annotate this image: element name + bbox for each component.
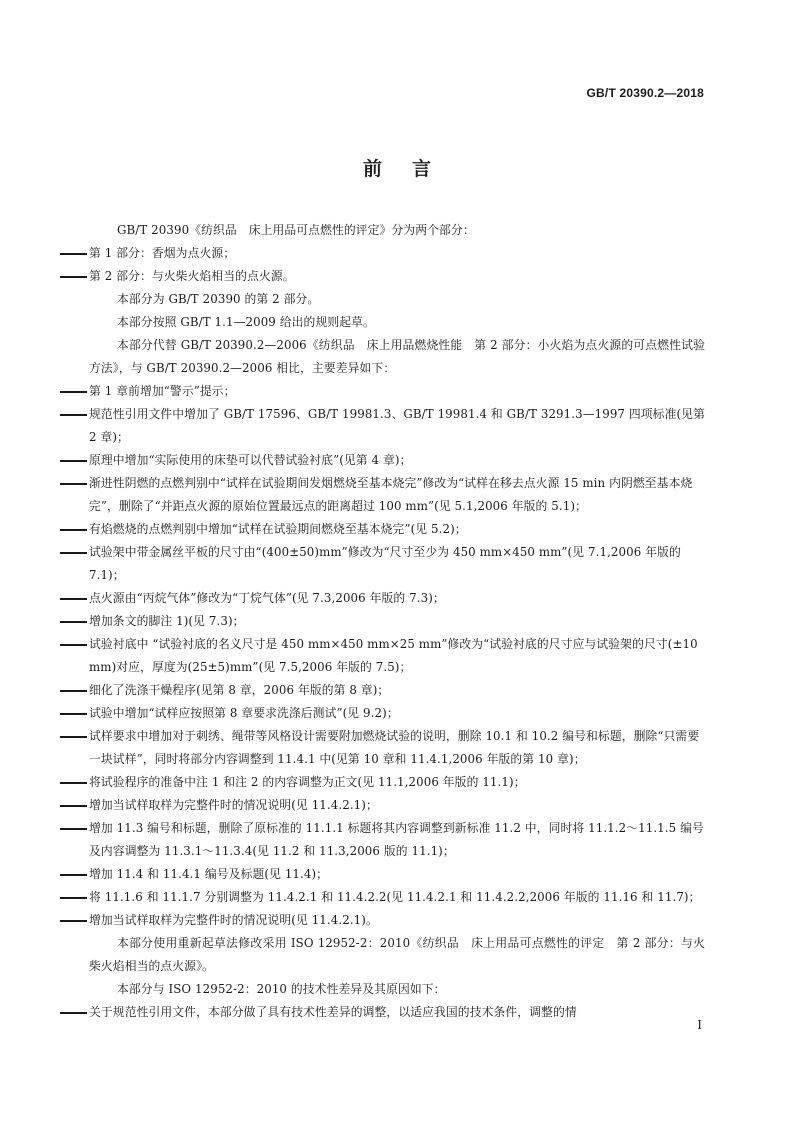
list-item <box>89 265 705 288</box>
paragraph-text: 有焰燃烧的点燃判别中增加“试样在试验期间燃烧至基本烧完”(见 5.2)； <box>89 522 467 536</box>
em-dash-marker <box>60 380 89 403</box>
paragraph <box>89 311 705 334</box>
paragraph-text: 渐进性阴燃的点燃判别中“试样在试验期间发烟燃烧至基本烧完”修改为“试样在移去点火源 15 min 内阴燃至基本烧完”，删除了“并距点火源的原始位置最远点的距离超过 100 mm”(见 5.1,2006 年版的 5.1)； <box>89 476 693 513</box>
paragraph-text: 本部分按照 GB/T 1.1—2009 给出的规则起草。 <box>117 315 375 329</box>
list-item <box>89 587 705 610</box>
document-body <box>89 219 705 1024</box>
paragraph-text: 本部分为 GB/T 20390 的第 2 部分。 <box>117 292 320 306</box>
em-dash-marker <box>60 909 89 932</box>
paragraph-text: 第 1 章前增加“警示”提示； <box>89 384 236 398</box>
paragraph-text: 点火源由“丙烷气体”修改为“丁烷气体”(见 7.3,2006 年版的 7.3)； <box>89 591 445 605</box>
standard-code: GB/T 20390.2—2018 <box>586 86 704 100</box>
paragraph-text: 本部分代替 GB/T 20390.2—2006《纺织品 床上用品燃烧性能 第 2 部分：小火焰为点火源的可点燃性试验方法》，与 GB/T 20390.2—2006 相比，主要差异如下： <box>89 338 705 375</box>
em-dash-marker <box>60 679 89 702</box>
paragraph-text: 试验衬底中 “试验衬底的名义尺寸是 450 mm×450 mm×25 mm”修改为“试验衬底的尺寸应与试验架的尺寸(±10 mm)对应，厚度为(25±5)mm”(见 7.5,2006 年版的 7.5)； <box>89 637 698 674</box>
paragraph-text: 试样要求中增加对于刺绣、绳带等风格设计需要附加燃烧试验的说明，删除 10.1 和 10.2 编号和标题，删除“只需要一块试样”，同时将部分内容调整到 11.4.1 中(见第 10 章和 11.4.1,2006 年版的第 10 章)； <box>89 729 700 766</box>
paragraph-text: GB/T 20390《纺织品 床上用品可点燃性的评定》分为两个部分： <box>117 223 475 237</box>
list-item <box>89 679 705 702</box>
list-item <box>89 909 705 932</box>
em-dash-marker <box>60 886 89 909</box>
list-item <box>89 702 705 725</box>
page-title: 前言 <box>362 158 461 180</box>
paragraph-text: 关于规范性引用文件，本部分做了具有技术性差异的调整，以适应我国的技术条件，调整的情 <box>89 1005 577 1019</box>
em-dash-marker <box>60 771 89 794</box>
em-dash-marker <box>60 725 89 748</box>
em-dash-marker <box>60 633 89 656</box>
em-dash-marker <box>60 518 89 541</box>
paragraph <box>89 978 705 1001</box>
list-item <box>89 403 705 449</box>
list-item <box>89 771 705 794</box>
em-dash-marker <box>60 472 89 495</box>
paragraph-text: 增加当试样取样为完整件时的情况说明(见 11.4.2.1)； <box>89 798 378 812</box>
list-item <box>89 817 705 863</box>
page-number: I <box>697 1018 702 1032</box>
em-dash-marker <box>60 449 89 472</box>
paragraph-text: 原理中增加“实际使用的床垫可以代替试验衬底”(见第 4 章)； <box>89 453 412 467</box>
paragraph-text: 将试验程序的准备中注 1 和注 2 的内容调整为正文(见 11.1,2006 年版的 11.1)； <box>89 775 526 789</box>
list-item <box>89 794 705 817</box>
list-item <box>89 610 705 633</box>
em-dash-marker <box>60 702 89 725</box>
paragraph-text: 增加当试样取样为完整件时的情况说明(见 11.4.2.1)。 <box>89 913 378 927</box>
em-dash-marker <box>60 541 89 564</box>
paragraph-text: 试验中增加“试样应按照第 8 章要求洗涤后测试”(见 9.2)； <box>89 706 399 720</box>
paragraph <box>89 219 705 242</box>
paragraph-text: 规范性引用文件中增加了 GB/T 17596、GB/T 19981.3、GB/T 19981.4 和 GB/T 3291.3—1997 四项标准(见第 2 章)； <box>89 407 705 444</box>
paragraph-text: 细化了洗涤干燥程序(见第 8 章，2006 年版的第 8 章)； <box>89 683 390 697</box>
paragraph <box>89 334 705 380</box>
em-dash-marker <box>60 587 89 610</box>
em-dash-marker <box>60 817 89 840</box>
paragraph <box>89 932 705 978</box>
list-item <box>89 380 705 403</box>
list-item <box>89 449 705 472</box>
paragraph-text: 第 1 部分：香烟为点火源； <box>89 246 236 260</box>
em-dash-marker <box>60 265 89 288</box>
list-item <box>89 541 705 587</box>
list-item <box>89 725 705 771</box>
list-item <box>89 633 705 679</box>
list-item <box>89 886 705 909</box>
paragraph-text: 本部分与 ISO 12952-2：2010 的技术性差异及其原因如下： <box>117 982 446 996</box>
list-item <box>89 472 705 518</box>
paragraph <box>89 288 705 311</box>
em-dash-marker <box>60 1001 89 1024</box>
em-dash-marker <box>60 403 89 426</box>
paragraph-text: 第 2 部分：与火柴火焰相当的点火源。 <box>89 269 295 283</box>
list-item <box>89 518 705 541</box>
list-item <box>89 242 705 265</box>
em-dash-marker <box>60 610 89 633</box>
list-item <box>89 1001 705 1024</box>
paragraph-text: 增加 11.4 和 11.4.1 编号及标题(见 11.4)； <box>89 867 329 881</box>
paragraph-text: 将 11.1.6 和 11.1.7 分别调整为 11.4.2.1 和 11.4.2.2(见 11.4.2.1 和 11.4.2.2,2006 年版的 11.16 和 11.7)； <box>89 890 701 904</box>
list-item <box>89 863 705 886</box>
paragraph-text: 增加条文的脚注 1)(见 7.3)； <box>89 614 245 628</box>
em-dash-marker <box>60 242 89 265</box>
paragraph-text: 增加 11.3 编号和标题，删除了原标准的 11.1.1 标题将其内容调整到新标准 11.2 中，同时将 11.1.2～11.1.5 编号及内容调整为 11.3.1～11.3.4(见 11.2 和 11.3,2006 版的 11.1)； <box>89 821 704 858</box>
em-dash-marker <box>60 794 89 817</box>
paragraph-text: 试验架中带金属丝平板的尺寸由“(400±50)mm”修改为“尺寸至少为 450 mm×450 mm”(见 7.1,2006 年版的 7.1)； <box>89 545 681 582</box>
paragraph-text: 本部分使用重新起草法修改采用 ISO 12952-2：2010《纺织品 床上用品可点燃性的评定 第 2 部分：与火柴火焰相当的点火源》。 <box>89 936 705 973</box>
em-dash-marker <box>60 863 89 886</box>
